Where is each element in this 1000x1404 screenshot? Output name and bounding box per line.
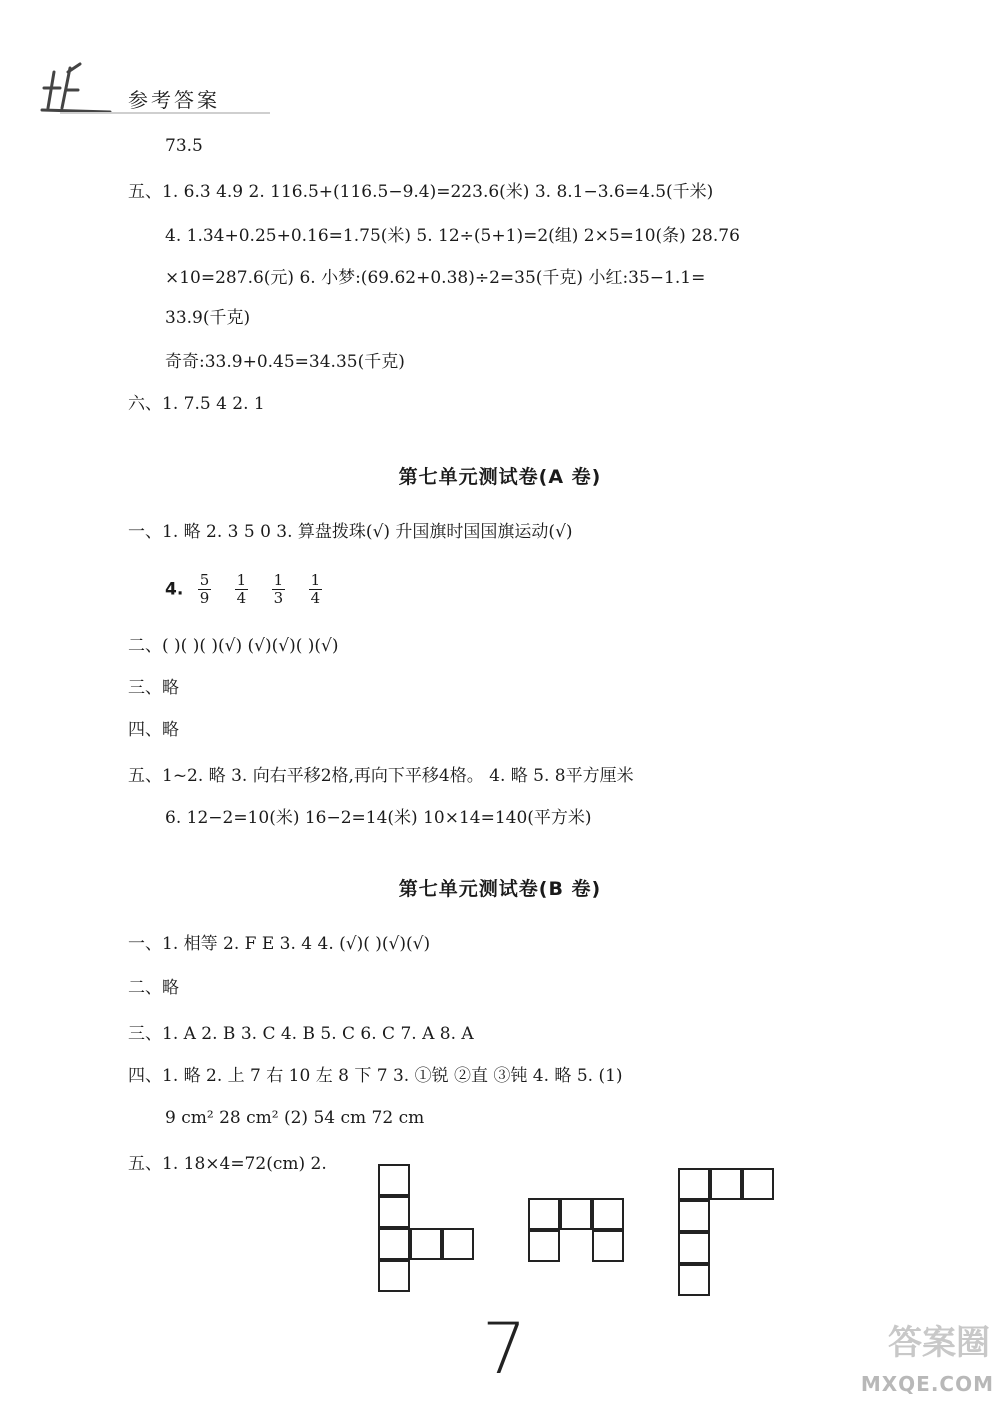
answer-line: ×10=287.6(元) 6. 小梦:(69.62+0.38)÷2=35(千克) 小红:35−1.1= — [165, 268, 706, 288]
fraction-denominator: 3 — [273, 589, 284, 608]
fraction-numerator: 1 — [236, 571, 247, 589]
net-square — [442, 1228, 474, 1260]
net-square — [528, 1230, 560, 1262]
net-square — [710, 1168, 742, 1200]
answer-line: 四、1. 略 2. 上 7 右 10 左 8 下 7 3. ①锐 ②直 ③钝 4. 略 5. (1) — [128, 1066, 623, 1086]
watermark-url: MXQE.COM — [860, 1372, 994, 1396]
fraction — [272, 572, 286, 608]
net-square — [592, 1230, 624, 1262]
net-square — [678, 1200, 710, 1232]
answer-line: 四、略 — [128, 720, 179, 740]
answer-line: 五、1. 6.3 4.9 2. 116.5+(116.5−9.4)=223.6(米) 3. 8.1−3.6=4.5(千米) — [128, 182, 714, 202]
answer-line: 一、1. 相等 2. F E 3. 4 4. (√)( )(√)(√) — [128, 934, 431, 954]
net-square — [678, 1232, 710, 1264]
answer-line: 二、略 — [128, 978, 179, 998]
fraction-denominator: 4 — [310, 589, 321, 608]
item-number: 4. — [165, 579, 184, 600]
net-square — [378, 1228, 410, 1260]
fraction — [235, 572, 249, 608]
answer-line: 一、1. 略 2. 3 5 0 3. 算盘拨珠(√) 升国旗时国国旗运动(√) — [128, 522, 573, 542]
answer-line: 73.5 — [165, 136, 203, 156]
fraction-numerator: 1 — [310, 571, 321, 589]
page-number: 7 — [482, 1308, 527, 1390]
fraction-denominator: 9 — [199, 589, 210, 608]
fraction-answer-line — [165, 572, 331, 608]
net-square — [378, 1164, 410, 1196]
header-rule — [60, 112, 270, 114]
net-square — [528, 1198, 560, 1230]
fraction-numerator: 1 — [273, 571, 284, 589]
answer-line: 奇奇:33.9+0.45=34.35(千克) — [165, 352, 405, 372]
fraction-denominator: 4 — [236, 589, 247, 608]
answer-line: 五、1. 18×4=72(cm) 2. — [128, 1154, 327, 1174]
answer-line: 二、( )( )( )(√) (√)(√)( )(√) — [128, 636, 339, 656]
net-square — [378, 1260, 410, 1292]
fraction — [309, 572, 323, 608]
answer-line: 五、1~2. 略 3. 向右平移2格,再向下平移4格。 4. 略 5. 8平方厘米 — [128, 766, 634, 786]
header-mark — [40, 58, 120, 118]
watermark — [860, 1300, 1000, 1404]
answer-line: 4. 1.34+0.25+0.16=1.75(米) 5. 12÷(5+1)=2(组) 2×5=10(条) 28.76 — [165, 226, 740, 246]
net-square — [410, 1228, 442, 1260]
answer-line: 三、1. A 2. B 3. C 4. B 5. C 6. C 7. A 8. A — [128, 1024, 474, 1044]
page-header-title: 参考答案 — [128, 88, 220, 112]
net-square — [678, 1168, 710, 1200]
watermark-logo: 答案圈 — [888, 1323, 990, 1363]
section-heading-a: 第七单元测试卷(A 卷) — [398, 466, 602, 488]
section-heading-b: 第七单元测试卷(B 卷) — [398, 878, 602, 900]
net-square — [678, 1264, 710, 1296]
net-square — [378, 1196, 410, 1228]
answer-line: 6. 12−2=10(米) 16−2=14(米) 10×14=140(平方米) — [165, 808, 592, 828]
fraction-numerator: 5 — [199, 571, 210, 589]
answer-line: 33.9(千克) — [165, 308, 251, 328]
net-square — [560, 1198, 592, 1230]
answer-line: 三、略 — [128, 678, 179, 698]
net-square — [742, 1168, 774, 1200]
answer-line: 9 cm² 28 cm² (2) 54 cm 72 cm — [165, 1108, 425, 1128]
net-square — [592, 1198, 624, 1230]
fraction — [198, 572, 212, 608]
answer-line: 六、1. 7.5 4 2. 1 — [128, 394, 265, 414]
